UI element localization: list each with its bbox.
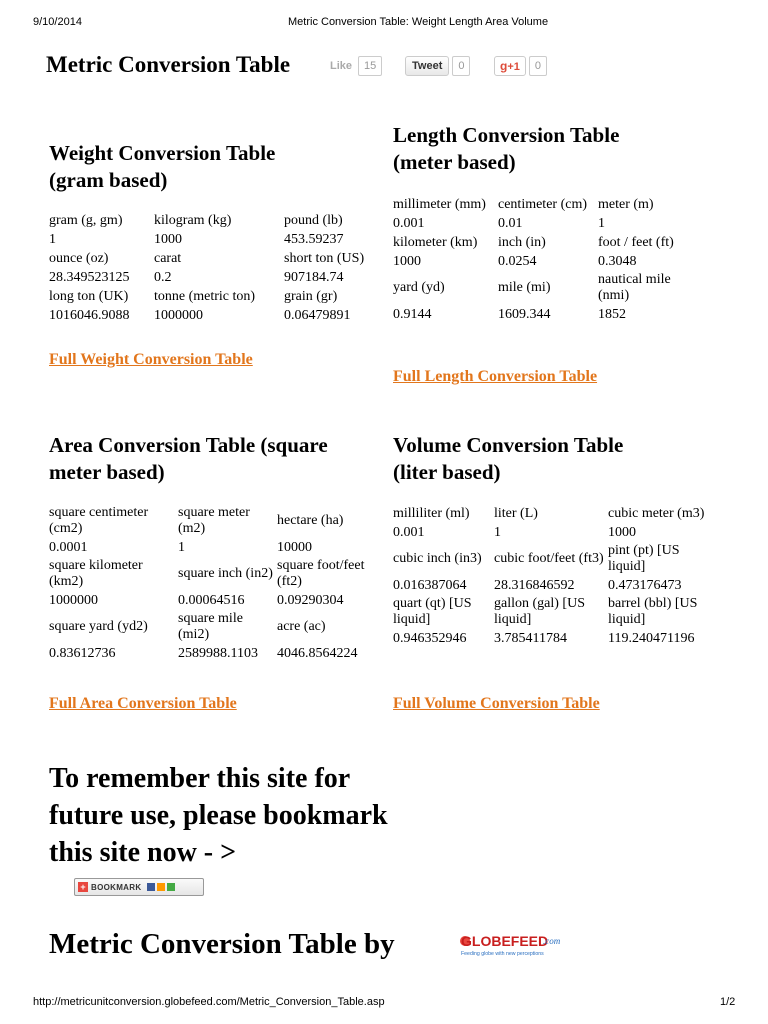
value-cell: 119.240471196 bbox=[608, 630, 695, 646]
value-cell: 0.83612736 bbox=[49, 645, 116, 661]
unit-cell: square foot/feet (ft2) bbox=[277, 558, 365, 589]
unit-cell: tonne (metric ton) bbox=[154, 288, 256, 304]
value-cell: 453.59237 bbox=[284, 231, 344, 247]
value-cell: 1 bbox=[598, 215, 605, 231]
length-title-line2: (meter based) bbox=[393, 150, 516, 174]
unit-cell: gram (g, gm) bbox=[49, 212, 123, 228]
value-cell: 0.06479891 bbox=[284, 307, 351, 323]
unit-row bbox=[48, 287, 378, 306]
value-cell: 28.316846592 bbox=[494, 577, 575, 593]
unit-cell: ounce (oz) bbox=[49, 250, 109, 266]
value-cell: 2589988.1103 bbox=[178, 645, 258, 661]
full-volume-link[interactable]: Full Volume Conversion Table bbox=[393, 695, 600, 712]
gplus-button[interactable] bbox=[494, 56, 547, 76]
unit-cell: yard (yd) bbox=[393, 280, 445, 295]
volume-table bbox=[392, 504, 722, 648]
footer-page: 1/2 bbox=[720, 996, 736, 1008]
value-cell: 0.016387064 bbox=[393, 577, 467, 593]
value-cell: 1016046.9088 bbox=[49, 307, 130, 323]
value-cell: 0.09290304 bbox=[277, 592, 344, 608]
value-cell: 10000 bbox=[277, 539, 312, 555]
bookmark-label: BOOKMARK bbox=[91, 882, 142, 892]
full-weight-link[interactable]: Full Weight Conversion Table bbox=[49, 351, 253, 368]
unit-cell: millimeter (mm) bbox=[393, 196, 486, 212]
like-button[interactable] bbox=[330, 56, 382, 76]
gplus-label bbox=[494, 56, 526, 76]
value-cell: 4046.8564224 bbox=[277, 645, 358, 661]
full-area-link[interactable]: Full Area Conversion Table bbox=[49, 695, 237, 712]
value-cell: 0.001 bbox=[393, 524, 425, 540]
unit-cell: square kilometer (km2) bbox=[49, 558, 143, 589]
unit-cell: liter (L) bbox=[494, 505, 538, 521]
unit-row bbox=[392, 542, 722, 576]
unit-row bbox=[392, 271, 702, 305]
value-cell: 0.001 bbox=[393, 215, 425, 231]
footer-url: http://metricunitconversion.globefeed.com/Metric_Conversion_Table.asp bbox=[33, 996, 385, 1008]
unit-cell: centimeter (cm) bbox=[498, 196, 588, 212]
value-cell: 1852 bbox=[598, 306, 626, 322]
share-icon-1 bbox=[147, 883, 155, 891]
unit-cell: cubic meter (m3) bbox=[608, 505, 705, 521]
unit-cell: short ton (US) bbox=[284, 250, 365, 266]
header-date: 9/10/2014 bbox=[33, 16, 82, 28]
value-row bbox=[48, 268, 378, 287]
like-count: 15 bbox=[358, 56, 382, 76]
unit-cell: square inch (in2) bbox=[178, 566, 273, 581]
weight-title-line2: (gram based) bbox=[49, 168, 168, 192]
value-cell: 1 bbox=[178, 539, 185, 555]
value-row bbox=[48, 230, 378, 249]
unit-cell: quart (qt) [US liquid] bbox=[393, 596, 472, 627]
value-cell: 1 bbox=[494, 524, 501, 540]
unit-cell: inch (in) bbox=[498, 234, 546, 250]
unit-row bbox=[392, 595, 722, 629]
area-title-line1: Area Conversion Table (square bbox=[49, 433, 328, 457]
value-cell: 0.946352946 bbox=[393, 630, 467, 646]
weight-title bbox=[49, 140, 275, 194]
value-cell: 1000 bbox=[154, 231, 182, 247]
globefeed-logo[interactable] bbox=[459, 930, 577, 960]
unit-row bbox=[48, 557, 384, 591]
value-row bbox=[392, 629, 722, 648]
value-cell: 3.785411784 bbox=[494, 630, 567, 646]
value-row bbox=[392, 252, 702, 271]
unit-cell: barrel (bbl) [US liquid] bbox=[608, 596, 698, 627]
unit-cell: cubic foot/feet (ft3) bbox=[494, 551, 604, 566]
unit-cell: kilogram (kg) bbox=[154, 212, 232, 228]
value-cell: 1000000 bbox=[154, 307, 203, 323]
gplus-count: 0 bbox=[529, 56, 547, 76]
value-cell: 28.349523125 bbox=[49, 269, 130, 285]
value-cell: 1000 bbox=[608, 524, 636, 540]
unit-cell: pint (pt) [US liquid] bbox=[608, 543, 680, 574]
share-icons bbox=[147, 883, 175, 891]
unit-cell: grain (gr) bbox=[284, 288, 338, 304]
unit-cell: nautical mile (nmi) bbox=[598, 272, 671, 303]
bookmark-reminder: To remember this site for future use, please bookmark this site now - > bbox=[49, 763, 388, 868]
unit-cell: kilometer (km) bbox=[393, 234, 478, 250]
unit-row bbox=[48, 504, 384, 538]
tweet-count: 0 bbox=[452, 56, 470, 76]
area-title-line2: meter based) bbox=[49, 460, 165, 484]
unit-cell: pound (lb) bbox=[284, 212, 343, 228]
unit-cell: cubic inch (in3) bbox=[393, 551, 482, 566]
value-row bbox=[48, 538, 384, 557]
value-row bbox=[392, 523, 722, 542]
unit-cell: foot / feet (ft) bbox=[598, 234, 674, 250]
unit-cell: gallon (gal) [US liquid] bbox=[494, 596, 585, 627]
byline: Metric Conversion Table by bbox=[49, 928, 395, 960]
unit-row bbox=[48, 211, 378, 230]
unit-cell: square meter (m2) bbox=[178, 505, 250, 536]
value-row bbox=[48, 591, 384, 610]
unit-cell: square centimeter (cm2) bbox=[49, 505, 149, 536]
area-title bbox=[49, 432, 328, 486]
unit-cell: long ton (UK) bbox=[49, 288, 129, 304]
gplus-text: +1 bbox=[507, 61, 520, 73]
value-row bbox=[392, 305, 702, 324]
value-cell: 0.473176473 bbox=[608, 577, 682, 593]
logo-tagline: Feeding globe with new perceptions bbox=[461, 951, 544, 957]
tweet-label: Tweet bbox=[405, 56, 449, 76]
page-title: Metric Conversion Table bbox=[46, 52, 291, 77]
unit-cell: square mile (mi2) bbox=[178, 611, 243, 642]
value-cell: 0.3048 bbox=[598, 253, 637, 269]
value-cell: 0.01 bbox=[498, 215, 523, 231]
plus-icon: + bbox=[78, 882, 88, 892]
unit-row bbox=[392, 233, 702, 252]
unit-cell: mile (mi) bbox=[498, 280, 551, 295]
length-title bbox=[393, 122, 619, 176]
area-table bbox=[48, 504, 384, 663]
volume-title bbox=[393, 432, 623, 486]
header-doc-title: Metric Conversion Table: Weight Length Area Volume bbox=[288, 16, 549, 28]
unit-cell: milliliter (ml) bbox=[393, 505, 470, 521]
logo-suffix: .com bbox=[543, 936, 561, 946]
value-cell: 0.0001 bbox=[49, 539, 88, 555]
value-cell: 1000000 bbox=[49, 592, 98, 608]
value-cell: 907184.74 bbox=[284, 269, 344, 285]
value-cell: 0.0254 bbox=[498, 253, 537, 269]
volume-title-line1: Volume Conversion Table bbox=[393, 433, 624, 457]
unit-cell: square yard (yd2) bbox=[49, 619, 148, 634]
like-label: Like bbox=[330, 60, 353, 72]
length-title-line1: Length Conversion Table bbox=[393, 123, 620, 147]
weight-table bbox=[48, 211, 378, 325]
unit-cell: hectare (ha) bbox=[277, 513, 344, 528]
value-row bbox=[392, 214, 702, 233]
unit-row bbox=[392, 504, 722, 523]
gplus-g-icon: g bbox=[500, 59, 508, 73]
value-cell: 0.9144 bbox=[393, 306, 432, 322]
unit-cell: acre (ac) bbox=[277, 619, 326, 634]
value-cell: 1609.344 bbox=[498, 306, 551, 322]
value-row bbox=[48, 306, 378, 325]
value-cell: 1 bbox=[49, 231, 56, 247]
tweet-button[interactable] bbox=[405, 56, 470, 76]
volume-title-line2: (liter based) bbox=[393, 460, 501, 484]
unit-cell: meter (m) bbox=[598, 196, 654, 212]
unit-row bbox=[48, 610, 384, 644]
full-length-link[interactable]: Full Length Conversion Table bbox=[393, 368, 598, 385]
bookmark-button[interactable] bbox=[74, 878, 204, 896]
share-icon-3 bbox=[167, 883, 175, 891]
share-icon-2 bbox=[157, 883, 165, 891]
value-row bbox=[392, 576, 722, 595]
value-cell: 1000 bbox=[393, 253, 421, 269]
unit-cell: carat bbox=[154, 250, 182, 266]
value-cell: 0.2 bbox=[154, 269, 172, 285]
value-row bbox=[48, 644, 384, 663]
unit-row bbox=[392, 195, 702, 214]
value-cell: 0.00064516 bbox=[178, 592, 245, 608]
weight-title-line1: Weight Conversion Table bbox=[49, 141, 276, 165]
length-table bbox=[392, 195, 702, 324]
logo-name: GLOBEFEED bbox=[461, 933, 549, 949]
unit-row bbox=[48, 249, 378, 268]
